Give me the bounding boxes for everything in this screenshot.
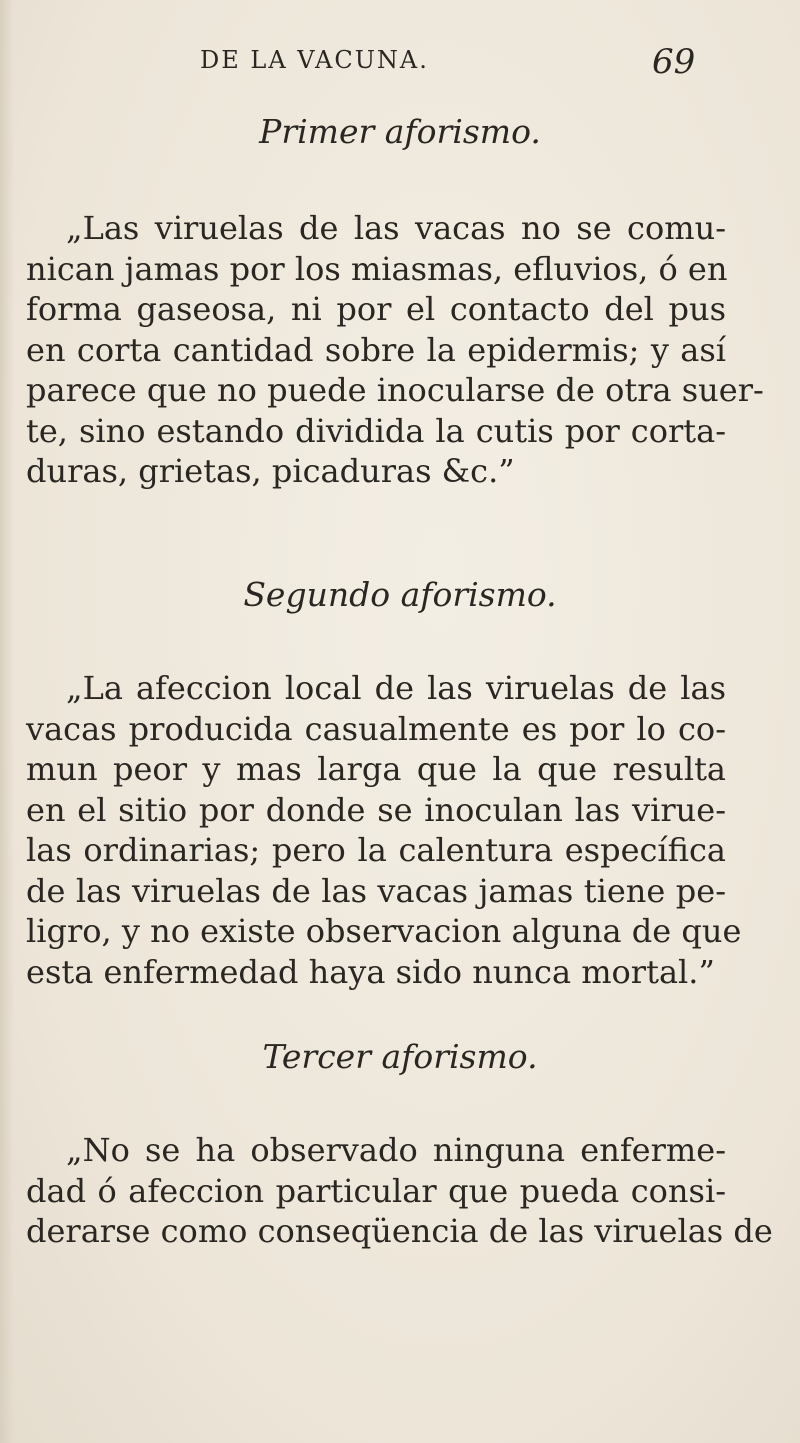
text-line: forma gaseosa, ni por el contacto del pus [26, 290, 726, 328]
text-line: las ordinarias; pero la calentura específica [26, 831, 726, 869]
text-line: en el sitio por donde se inoculan las virue- [26, 790, 726, 829]
text-line: de las viruelas de las vacas jamas tiene pe- [26, 871, 726, 910]
page-number: 69 [652, 42, 696, 82]
text-line: en corta cantidad sobre la epidermis; y así [26, 330, 726, 369]
text-line: derarse como conseqüencia de las viruelas de [26, 1212, 773, 1250]
text-line: vacas producida casualmente es por lo co- [26, 709, 726, 748]
text-line: parece que no puede inocularse de otra suer- [26, 371, 764, 409]
section-title-tercer: Tercer aforismo. [262, 1037, 538, 1076]
running-title: DE LA VACUNA. [200, 46, 429, 74]
section-title-primer: Primer aforismo. [259, 112, 541, 151]
text-line: dad ó afeccion particular que pueda consi- [26, 1171, 726, 1210]
text-line: „No se ha observado ninguna enferme- [66, 1131, 726, 1169]
text-line: duras, grietas, picaduras &c.” [26, 452, 515, 490]
text-line: esta enfermedad haya sido nunca mortal.” [26, 952, 715, 991]
text-line: te, sino estando dividida la cutis por corta- [26, 411, 726, 450]
text-line: nican jamas por los miasmas, efluvios, ó en [26, 249, 728, 288]
text-line: „La afeccion local de las viruelas de las [66, 669, 726, 707]
paragraph-tercer-aforismo [26, 1130, 773, 1252]
text-line: ligro, y no existe observacion alguna de que [26, 912, 742, 950]
text-line: „Las viruelas de las vacas no se comu- [66, 209, 726, 247]
section-title-segundo: Segundo aforismo. [243, 575, 557, 614]
page-gutter-shadow [0, 0, 14, 1443]
text-line: mun peor y mas larga que la que resulta [26, 750, 726, 788]
paragraph-primer-aforismo [26, 208, 764, 492]
paragraph-segundo-aforismo [26, 668, 742, 992]
page-header [0, 42, 800, 92]
